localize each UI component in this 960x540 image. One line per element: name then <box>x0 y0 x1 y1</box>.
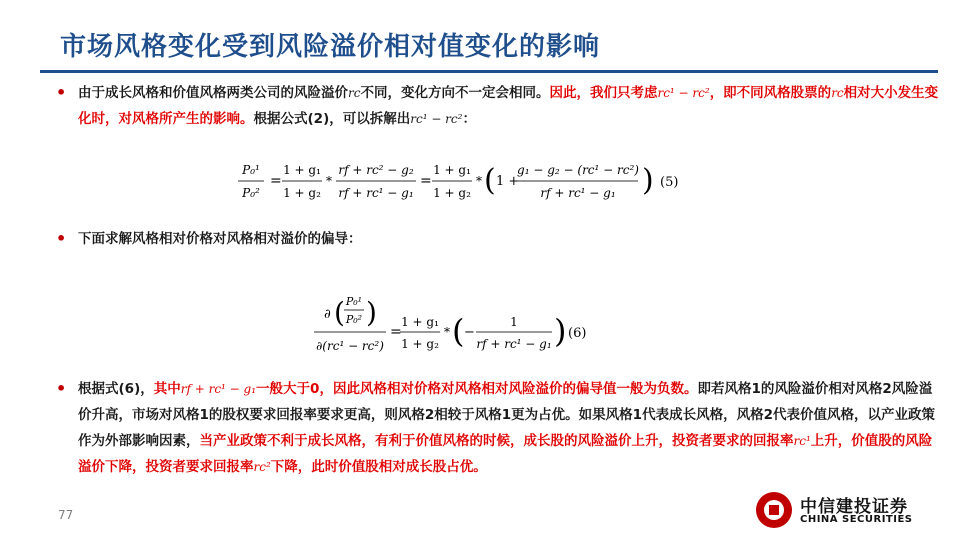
svg-text:): ) <box>642 163 654 198</box>
svg-text:=: = <box>390 324 402 340</box>
eq6-d-den: P₀² <box>345 313 363 326</box>
eq5-lhs-den: P₀² <box>242 186 260 200</box>
eq6-f1-num: 1 + g₁ <box>401 315 439 329</box>
bullet-dot: • <box>56 229 67 248</box>
eq5-f4-num: g₁ − g₂ − (rc¹ − rc²) <box>517 163 639 177</box>
eq6-d-top: ∂ <box>324 307 331 322</box>
svg-text:): ) <box>366 296 377 329</box>
eq6-f1-den: 1 + g₂ <box>401 337 439 351</box>
logo-mark-icon <box>756 492 792 528</box>
company-logo <box>756 490 926 530</box>
math-inline: rc¹ − rc² <box>657 86 710 100</box>
eq6-minus: − <box>464 325 475 340</box>
math-inline: rc¹ − rc² <box>410 112 463 126</box>
equation-5 <box>238 154 698 208</box>
bullet-text: 根据式(6)，其中rf + rc¹ − g₁一般大于0，因此风格相对价格对风格相对风险溢价的偏导值一般为负数。即若风格1的风险溢价相对风格2风险溢价升高，市场对风格1的股权要求回报率要求更高，则风格2相较于风格1更为占优。如果风格1代表成长风格，风格2代表价值风格，以产业政策作为外部影响因素，当产业政策不利于成长风格，有利于价值风格的时候，成长股的风险溢价上升，投资者要求的回报率rc¹上升，价值股的风险溢价下降，投资者要求回报率rc²下降，此时价值股相对成长股占优。 <box>78 381 935 475</box>
math-inline: rc¹ <box>793 434 811 448</box>
bullet-dot: • <box>56 83 67 102</box>
title-underline <box>40 70 938 73</box>
eq6-f2-num: 1 <box>510 315 518 329</box>
bullet-text: 由于成长风格和价值风格两类公司的风险溢价rc不同，变化方向不一定会相同。因此，我们只考虑rc¹ − rc²，即不同风格股票的rc相对大小发生变化时，对风格所产生的影响。根据公式(2)，可以拆解出rc¹ − rc²： <box>78 85 939 127</box>
bullet-3 <box>56 376 942 480</box>
eq5-f1-num: 1 + g₁ <box>283 163 321 177</box>
eq5-f3-num: 1 + g₁ <box>433 163 471 177</box>
equation-6 <box>314 290 594 360</box>
svg-text:=: = <box>420 173 432 189</box>
page-number: 77 <box>58 508 74 522</box>
bullet-dot: • <box>56 379 67 398</box>
svg-text:(: ( <box>452 312 465 350</box>
svg-text:*: * <box>326 174 332 188</box>
eq5-f2-num: rf + rc² − g₂ <box>338 163 414 177</box>
svg-text:): ) <box>554 312 567 350</box>
eq5-f4-den: rf + rc¹ − g₁ <box>540 186 616 200</box>
eq6-d-num: P₀¹ <box>345 295 363 308</box>
logo-name-cn: 中信建投证券 <box>800 497 908 517</box>
bullet-1 <box>56 80 942 132</box>
bullet-2 <box>56 226 942 252</box>
eq6-f2-den: rf + rc¹ − g₁ <box>476 337 552 351</box>
bullet-text: 下面求解风格相对价格对风格相对溢价的偏导： <box>78 231 362 247</box>
svg-text:=: = <box>270 173 282 189</box>
eq5-label: (5) <box>660 175 679 190</box>
math-inline: rc <box>831 86 844 100</box>
svg-text:*: * <box>444 325 450 339</box>
logo-name-en: CHINA SECURITIES <box>800 514 913 525</box>
eq6-label: (6) <box>568 326 587 341</box>
svg-text:*: * <box>476 174 482 188</box>
math-inline: rf + rc¹ − g₁ <box>180 382 257 396</box>
eq5-one: 1 + <box>496 174 520 189</box>
svg-text:(: ( <box>484 163 496 198</box>
math-inline: rc² <box>253 460 271 474</box>
eq5-f3-den: 1 + g₂ <box>433 186 471 200</box>
eq5-lhs-num: P₀¹ <box>242 163 260 177</box>
eq6-d-bottom: ∂(rc¹ − rc²) <box>316 339 384 353</box>
page-title: 市场风格变化受到风险溢价相对值变化的影响 <box>60 32 601 62</box>
eq5-f1-den: 1 + g₂ <box>283 186 321 200</box>
svg-text:(: ( <box>334 296 345 329</box>
math-inline: rc <box>348 86 361 100</box>
eq5-f2-den: rf + rc¹ − g₁ <box>338 186 414 200</box>
